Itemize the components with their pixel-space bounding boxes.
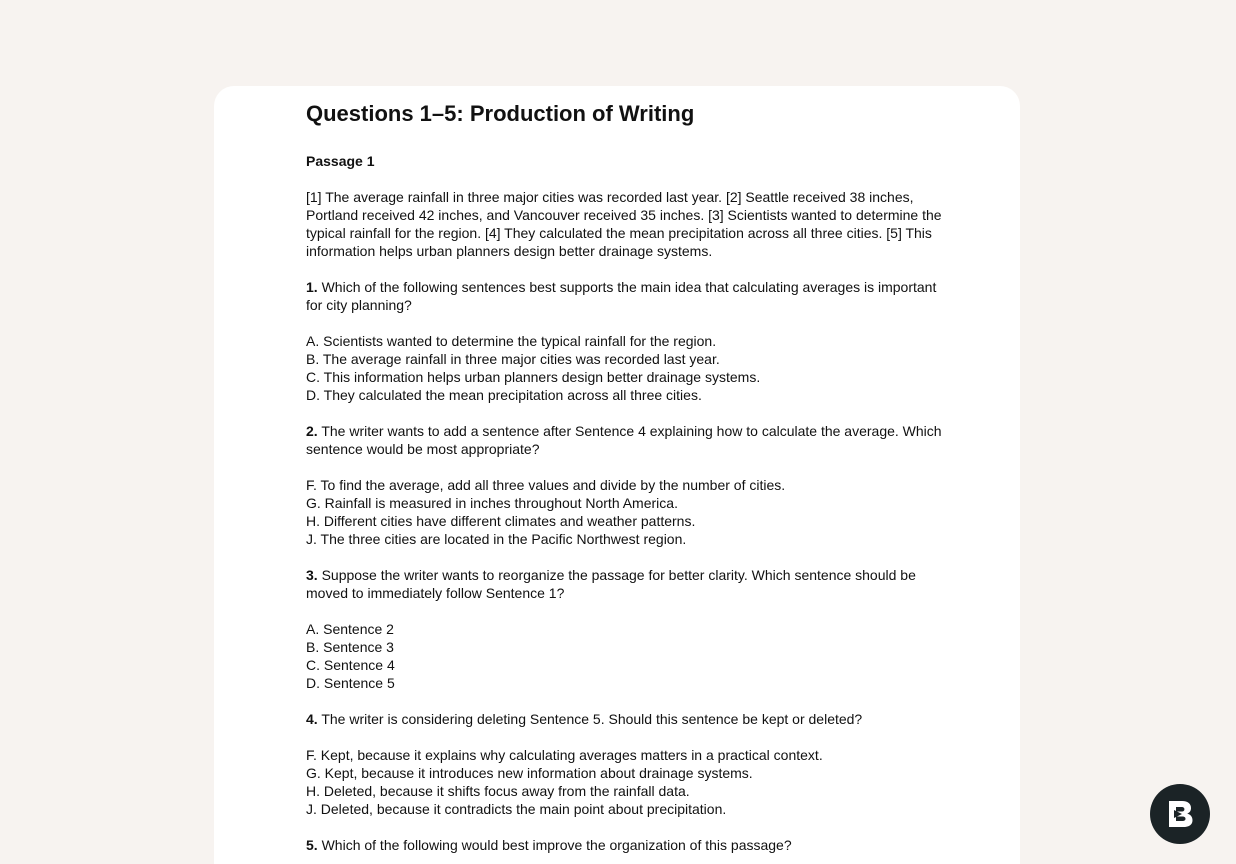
question-2-options [306, 476, 956, 548]
answer-option[interactable]: A. Sentence 2 [306, 621, 394, 637]
answer-option[interactable]: F. To find the average, add all three values and divide by the number of cities. [306, 477, 786, 493]
brand-logo-button[interactable] [1150, 784, 1210, 844]
answer-option[interactable]: H. Deleted, because it shifts focus away from the rainfall data. [306, 783, 690, 799]
question-3-options [306, 620, 956, 692]
question-text: Which of the following sentences best supports the main idea that calculating averages is important for city planning? [306, 279, 937, 313]
question-text: The writer is considering deleting Sentence 5. Should this sentence be kept or deleted? [321, 711, 863, 727]
answer-option[interactable]: F. Kept, because it explains why calculating averages matters in a practical context. [306, 747, 823, 763]
passage-text: [1] The average rainfall in three major cities was recorded last year. [2] Seattle received 38 inches, Portland received 42 inches, and Vancouver received 35 inches. [3] Scientists wanted to determine the typical rainfall for the region. [4] They calculated the mean precipitation across all three cities. [5] This information helps urban planners design better drainage systems. [306, 189, 942, 259]
brand-b-logo-icon [1162, 796, 1198, 832]
question-4-options [306, 746, 956, 818]
answer-option[interactable]: C. This information helps urban planners design better drainage systems. [306, 369, 761, 385]
answer-option[interactable]: B. Sentence 3 [306, 639, 394, 655]
question-text: Which of the following would best improve the organization of this passage? [321, 837, 792, 853]
question-2 [306, 422, 956, 458]
question-1-options [306, 332, 956, 404]
question-number: 5. [306, 837, 318, 853]
answer-option[interactable]: A. Scientists wanted to determine the typical rainfall for the region. [306, 333, 717, 349]
answer-option[interactable]: D. Sentence 5 [306, 675, 395, 691]
answer-option[interactable]: G. Rainfall is measured in inches throughout North America. [306, 495, 678, 511]
question-number: 1. [306, 279, 318, 295]
answer-option[interactable]: B. The average rainfall in three major cities was recorded last year. [306, 351, 720, 367]
question-number: 3. [306, 567, 318, 583]
question-4 [306, 710, 956, 728]
answer-option[interactable]: H. Different cities have different climates and weather patterns. [306, 513, 696, 529]
page-title: Questions 1–5: Production of Writing [306, 101, 695, 126]
question-text: Suppose the writer wants to reorganize the passage for better clarity. Which sentence should be moved to immediately follow Sentence 1? [306, 567, 916, 601]
question-number: 4. [306, 711, 318, 727]
passage-label: Passage 1 [306, 153, 375, 169]
question-3 [306, 566, 956, 602]
answer-option[interactable]: J. The three cities are located in the Pacific Northwest region. [306, 531, 687, 547]
document-page [214, 86, 1020, 864]
answer-option[interactable]: D. They calculated the mean precipitation across all three cities. [306, 387, 702, 403]
question-number: 2. [306, 423, 318, 439]
question-text: The writer wants to add a sentence after Sentence 4 explaining how to calculate the average. Which sentence would be most appropriate? [306, 423, 942, 457]
answer-option[interactable]: J. Deleted, because it contradicts the main point about precipitation. [306, 801, 727, 817]
question-5 [306, 836, 956, 854]
question-1 [306, 278, 956, 314]
document-content [306, 100, 956, 854]
answer-option[interactable]: C. Sentence 4 [306, 657, 395, 673]
answer-option[interactable]: G. Kept, because it introduces new information about drainage systems. [306, 765, 753, 781]
